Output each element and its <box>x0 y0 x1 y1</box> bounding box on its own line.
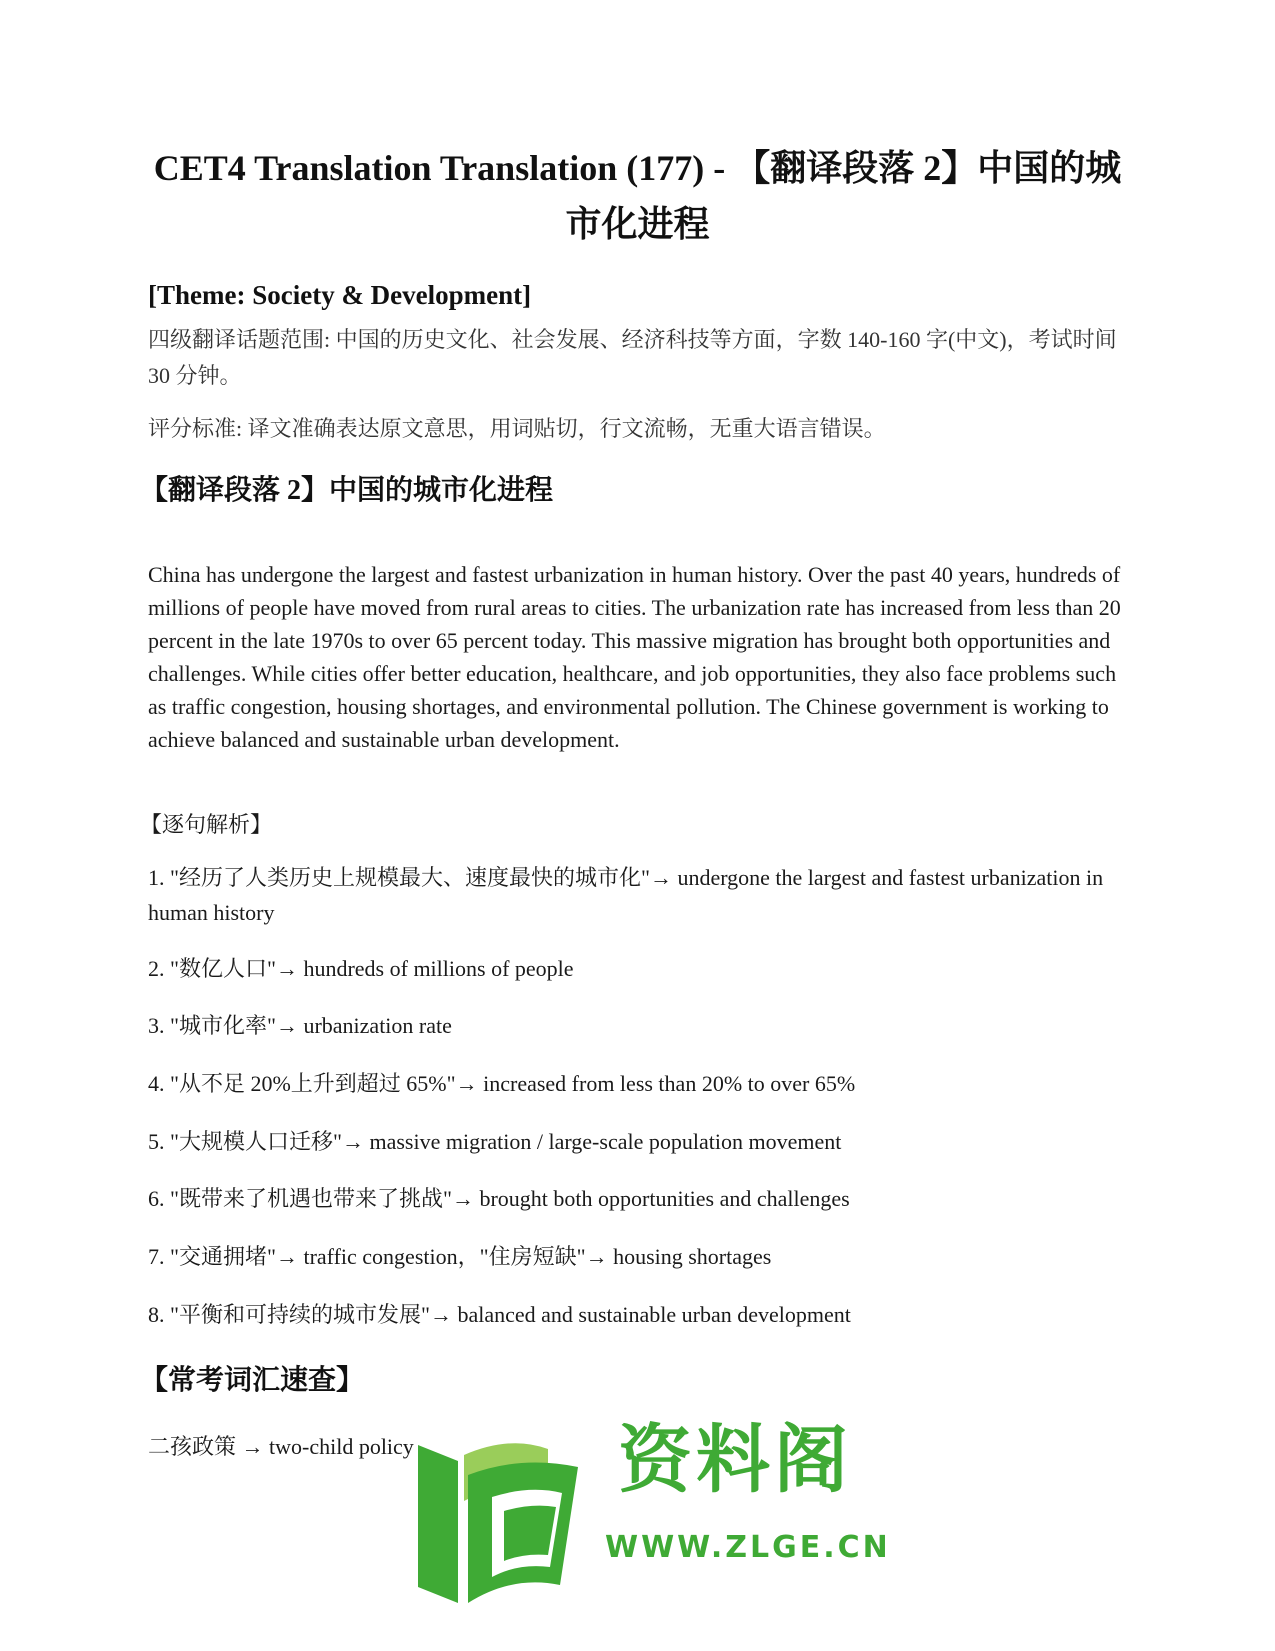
watermark-name: 资料阁 <box>618 1417 852 1503</box>
theme-heading: [Theme: Society & Development] <box>148 280 532 310</box>
analysis-item: 7. "交通拥堵"→ traffic congestion，"住房短缺"→ housing shortages <box>148 1244 772 1269</box>
english-paragraph: China has undergone the largest and fastest urbanization in human history. Over the past 40 years, hundreds of millions of people have moved from rural areas to cities. The urbanization rate has increased from less than 20 percent in the late 1970s to over 65 percent today. This massive migration has brought both opportunities and challenges. While cities offer better education, healthcare, and job opportunities, they also face problems such as traffic congestion, housing shortages, and environmental pollution. The Chinese government is working to achieve balanced and sustainable urban development. <box>148 562 1121 752</box>
watermark-url: WWW.ZLGE.CN <box>605 1530 891 1565</box>
analysis-item: 8. "平衡和可持续的城市发展"→ balanced and sustainable urban development <box>148 1302 851 1327</box>
analysis-heading: 【逐句解析】 <box>140 812 273 837</box>
analysis-item: 6. "既带来了机遇也带来了挑战"→ brought both opportunities and challenges <box>148 1186 850 1211</box>
vocab-item: 二孩政策 → two-child policy <box>148 1434 414 1459</box>
section-heading: 【翻译段落 2】中国的城市化进程 <box>140 475 554 506</box>
open-book-folder-logo-icon <box>400 1415 600 1605</box>
criteria-paragraph: 评分标准: 译文准确表达原文意思，用词贴切，行文流畅，无重大语言错误。 <box>148 416 886 441</box>
analysis-item: 2. "数亿人口"→ hundreds of millions of people <box>148 956 574 981</box>
page-title: CET4 Translation Translation (177) - 【翻译段落 2】中国的城市化进程 <box>153 148 1122 244</box>
watermark <box>400 1415 891 1615</box>
analysis-item: 1. "经历了人类历史上规模最大、速度最快的城市化"→ undergone the largest and fastest urbanization in human history <box>148 865 1104 925</box>
analysis-item: 3. "城市化率"→ urbanization rate <box>148 1013 452 1038</box>
vocab-heading: 【常考词汇速查】 <box>140 1365 365 1396</box>
analysis-item: 5. "大规模人口迁移"→ massive migration / large-scale population movement <box>148 1129 842 1154</box>
scope-paragraph: 四级翻译话题范围: 中国的历史文化、社会发展、经济科技等方面，字数 140-160 字(中文)，考试时间 30 分钟。 <box>148 327 1117 388</box>
analysis-item: 4. "从不足 20%上升到超过 65%"→ increased from less than 20% to over 65% <box>148 1071 856 1096</box>
